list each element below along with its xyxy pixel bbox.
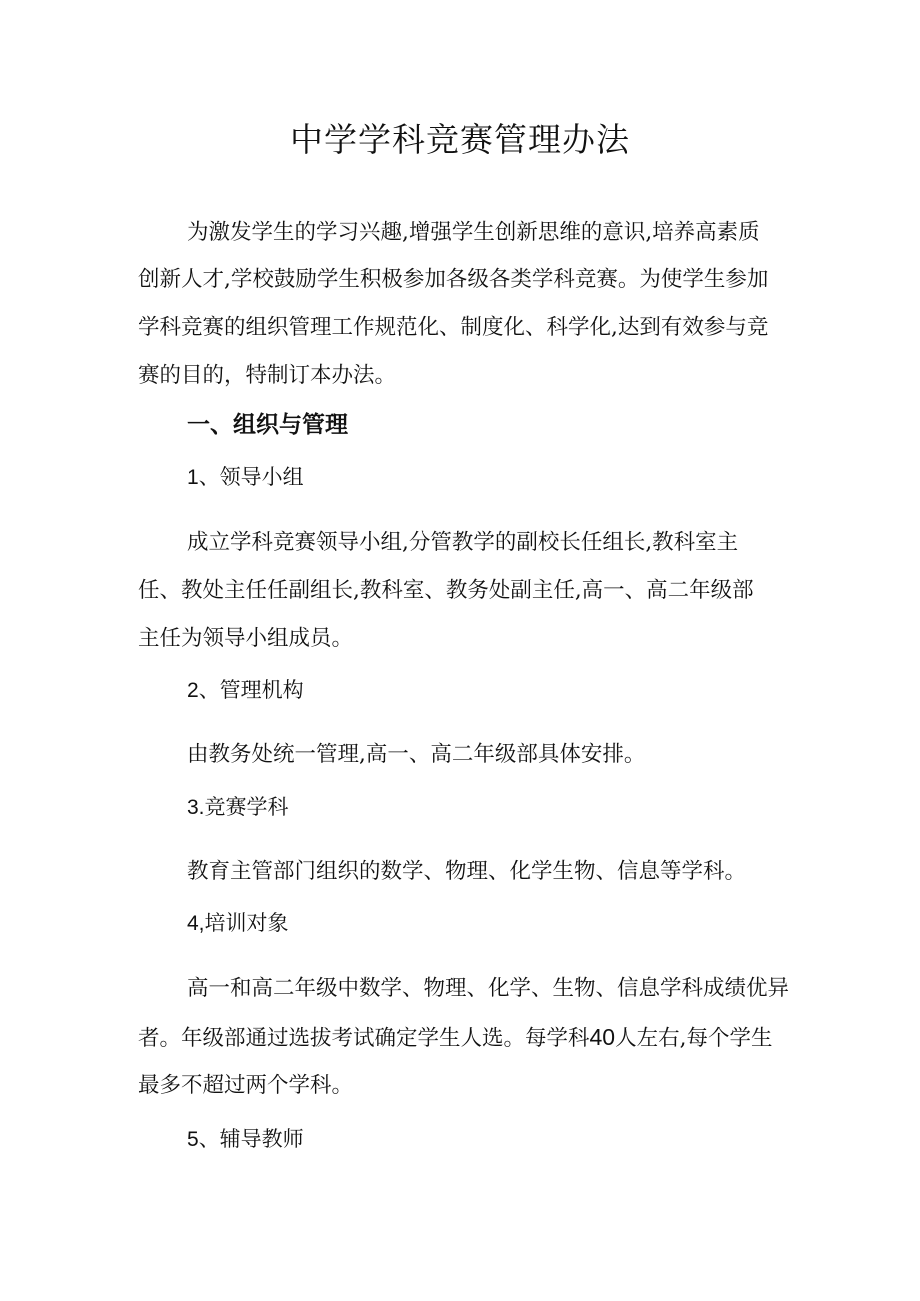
subjects-body-line: 教育主管部门组织的数学、物理、化学生物、信息等学科。	[187, 859, 747, 884]
subheading-label: 、辅导教师	[198, 1127, 304, 1151]
intro-line-2: 创新人才,学校鼓励学生积极参加各级各类学科竞赛。为使学生参加	[138, 267, 769, 292]
subheading-competition-subjects	[187, 792, 289, 823]
students-per-subject-number: 40	[589, 1024, 616, 1050]
training-line-2-text-b: 人左右,每个学生	[615, 1026, 773, 1051]
leadership-line-3: 主任为领导小组成员。	[138, 626, 354, 651]
subheading-number: 4,	[187, 912, 205, 935]
subheading-label: 、领导小组	[198, 465, 304, 489]
intro-line-4: 赛的目的，特制订本办法。	[138, 363, 397, 388]
leadership-line-1: 成立学科竞赛领导小组,分管教学的副校长任组长,教科室主	[187, 530, 739, 555]
document-title: 中学学科竞赛管理办法	[290, 120, 630, 159]
management-body-line: 由教务处统一管理,高一、高二年级部具体安排。	[187, 742, 646, 767]
subheading-leadership-group	[187, 462, 304, 493]
leadership-line-2: 任、教处主任任副组长,教科室、教务处副主任,高一、高二年级部	[138, 578, 754, 603]
training-line-3: 最多不超过两个学科。	[138, 1073, 354, 1098]
intro-line-1: 为激发学生的学习兴趣,增强学生创新思维的意识,培养高素质	[187, 220, 760, 245]
section-heading-organization: 一、组织与管理	[187, 412, 348, 438]
intro-line-3: 学科竞赛的组织管理工作规范化、制度化、科学化,达到有效参与竞	[138, 315, 769, 340]
subheading-number: 3.	[187, 796, 205, 819]
subheading-tutor-teachers	[187, 1124, 304, 1155]
subheading-number: 5	[187, 1128, 199, 1151]
subheading-label: 培训对象	[204, 911, 289, 935]
training-line-2	[138, 1022, 772, 1054]
subheading-number: 2	[187, 679, 199, 702]
subheading-management-body	[187, 675, 304, 706]
training-line-2-text-a: 者。年级部通过选拔考试确定学生人选。每学科	[138, 1026, 590, 1051]
subheading-label: 竞赛学科	[204, 795, 289, 819]
subheading-training-targets	[187, 908, 289, 939]
subheading-label: 、管理机构	[198, 678, 304, 702]
subheading-number: 1	[187, 466, 199, 489]
training-line-1: 高一和高二年级中数学、物理、化学、生物、信息学科成绩优异	[187, 976, 790, 1001]
